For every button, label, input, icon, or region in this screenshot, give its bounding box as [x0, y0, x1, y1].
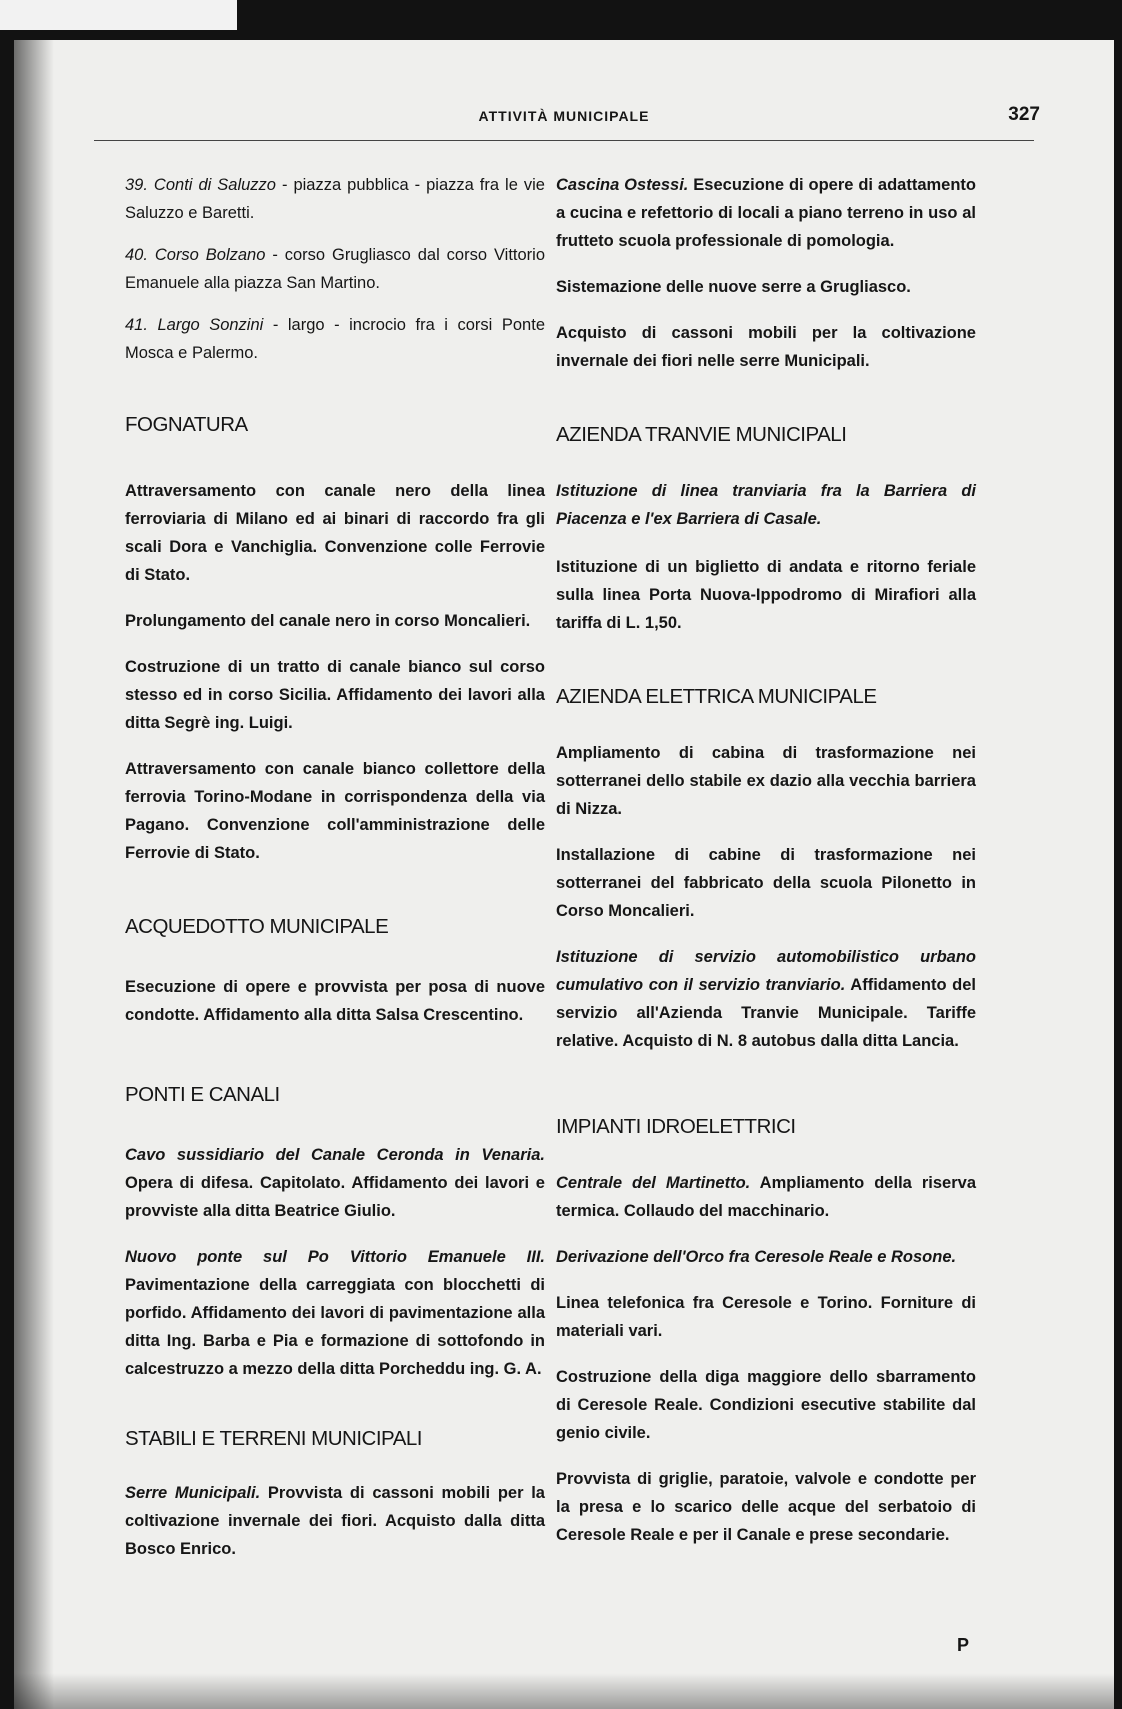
section-heading-impianti: IMPIANTI IDROELETTRICI: [556, 1115, 796, 1138]
paragraph: Serre Municipali. Provvista di cassoni mobili per la coltivazione invernale dei fiori. Acquisto dalla ditta Bosco Enrico.: [125, 1484, 545, 1558]
paragraph: Linea telefonica fra Ceresole e Torino. Forniture di materiali vari.: [556, 1294, 976, 1340]
running-head: ATTIVITÀ MUNICIPALE: [478, 108, 650, 124]
paragraph: Ampliamento di cabina di trasformazione nei sotterranei dello stabile ex dazio alla vecchia barriera di Nizza.: [556, 744, 976, 818]
left-column: [125, 165, 545, 1563]
paragraph: Provvista di griglie, paratoie, valvole e condotte per la presa e lo scarico delle acque del serbatoio di Ceresole Reale e per il Canale e prese secondarie.: [556, 1470, 976, 1544]
section-heading-acquedotto: ACQUEDOTTO MUNICIPALE: [125, 915, 389, 938]
paragraph: Nuovo ponte sul Po Vittorio Emanuele III. Pavimentazione della carreggiata con blocchetti di porfido. Affidamento dei lavori di pavimentazione alla ditta Ing. Barba e Pia e formazione di sottofondo in calcestruzzo a mezzo della ditta Porcheddu ing. G. A.: [125, 1248, 545, 1378]
section-heading-fognatura: FOGNATURA: [125, 413, 248, 436]
section-heading-ponti: PONTI E CANALI: [125, 1083, 280, 1106]
paragraph: Attraversamento con canale nero della linea ferroviaria di Milano ed ai binari di raccordo fra gli scali Dora e Vanchiglia. Convenzione colle Ferrovie di Stato.: [125, 482, 545, 584]
paragraph: Attraversamento con canale bianco collettore della ferrovia Torino-Modane in corrispondenza della via Pagano. Convenzione coll'amministrazione delle Ferrovie di Stato.: [125, 760, 545, 862]
street-entry: 40. Corso Bolzano - corso Grugliasco dal corso Vittorio Emanuele alla piazza San Martino.: [125, 246, 545, 292]
scan-shadow-left: [14, 40, 54, 1709]
scan-border-white: [0, 0, 237, 30]
section-heading-stabili: STABILI E TERRENI MUNICIPALI: [125, 1427, 422, 1450]
street-entry: 39. Conti di Saluzzo - piazza pubblica - piazza fra le vie Saluzzo e Baretti.: [125, 176, 545, 222]
paragraph: Costruzione di un tratto di canale bianco sul corso stesso ed in corso Sicilia. Affidamento dei lavori alla ditta Segrè ing. Luigi.: [125, 658, 545, 732]
paragraph: Prolungamento del canale nero in corso Moncalieri.: [125, 612, 531, 630]
section-heading-elettrica: AZIENDA ELETTRICA MUNICIPALE: [556, 685, 877, 708]
paragraph: Acquisto di cassoni mobili per la coltivazione invernale dei fiori nelle serre Municipali.: [556, 324, 976, 370]
right-column: [556, 165, 976, 1549]
paragraph: Centrale del Martinetto. Ampliamento della riserva termica. Collaudo del macchinario.: [556, 1174, 976, 1220]
paragraph: Istituzione di servizio automobilistico urbano cumulativo con il servizio tranviario. Affidamento del servizio all'Azienda Tranvie Municipale. Tariffe relative. Acquisto di N. 8 autobus dalla ditta Lancia.: [556, 948, 976, 1050]
paragraph: Derivazione dell'Orco fra Ceresole Reale e Rosone.: [556, 1248, 957, 1266]
paragraph: Esecuzione di opere e provvista per posa di nuove condotte. Affidamento alla ditta Salsa Crescentino.: [125, 978, 545, 1024]
page-number: 327: [1008, 104, 1040, 125]
scan-shadow-bottom: [14, 1673, 1114, 1709]
paragraph: Installazione di cabine di trasformazione nei sotterranei del fabbricato della scuola Pilonetto in Corso Moncalieri.: [556, 846, 976, 920]
page-header: [94, 80, 1040, 141]
street-entry: 41. Largo Sonzini - largo - incrocio fra i corsi Ponte Mosca e Palermo.: [125, 316, 545, 362]
footer-mark: P: [957, 1635, 970, 1655]
document-page: [14, 40, 1114, 1709]
paragraph: Istituzione di linea tranviaria fra la Barriera di Piacenza e l'ex Barriera di Casale.: [556, 482, 976, 528]
paragraph: Cascina Ostessi. Esecuzione di opere di adattamento a cucina e refettorio di locali a piano terreno in uso al frutteto scuola professionale di pomologia.: [556, 176, 976, 250]
paragraph: Sistemazione delle nuove serre a Grugliasco.: [556, 278, 911, 296]
paragraph: Istituzione di un biglietto di andata e ritorno feriale sulla linea Porta Nuova-Ippodromo di Mirafiori alla tariffa di L. 1,50.: [556, 558, 976, 632]
paragraph: Cavo sussidiario del Canale Ceronda in Venaria. Opera di difesa. Capitolato. Affidamento dei lavori e provviste alla ditta Beatrice Giulio.: [125, 1146, 545, 1220]
paragraph: Costruzione della diga maggiore dello sbarramento di Ceresole Reale. Condizioni esecutive stabilite dal genio civile.: [556, 1368, 976, 1442]
section-heading-tranvie: AZIENDA TRANVIE MUNICIPALI: [556, 423, 847, 446]
